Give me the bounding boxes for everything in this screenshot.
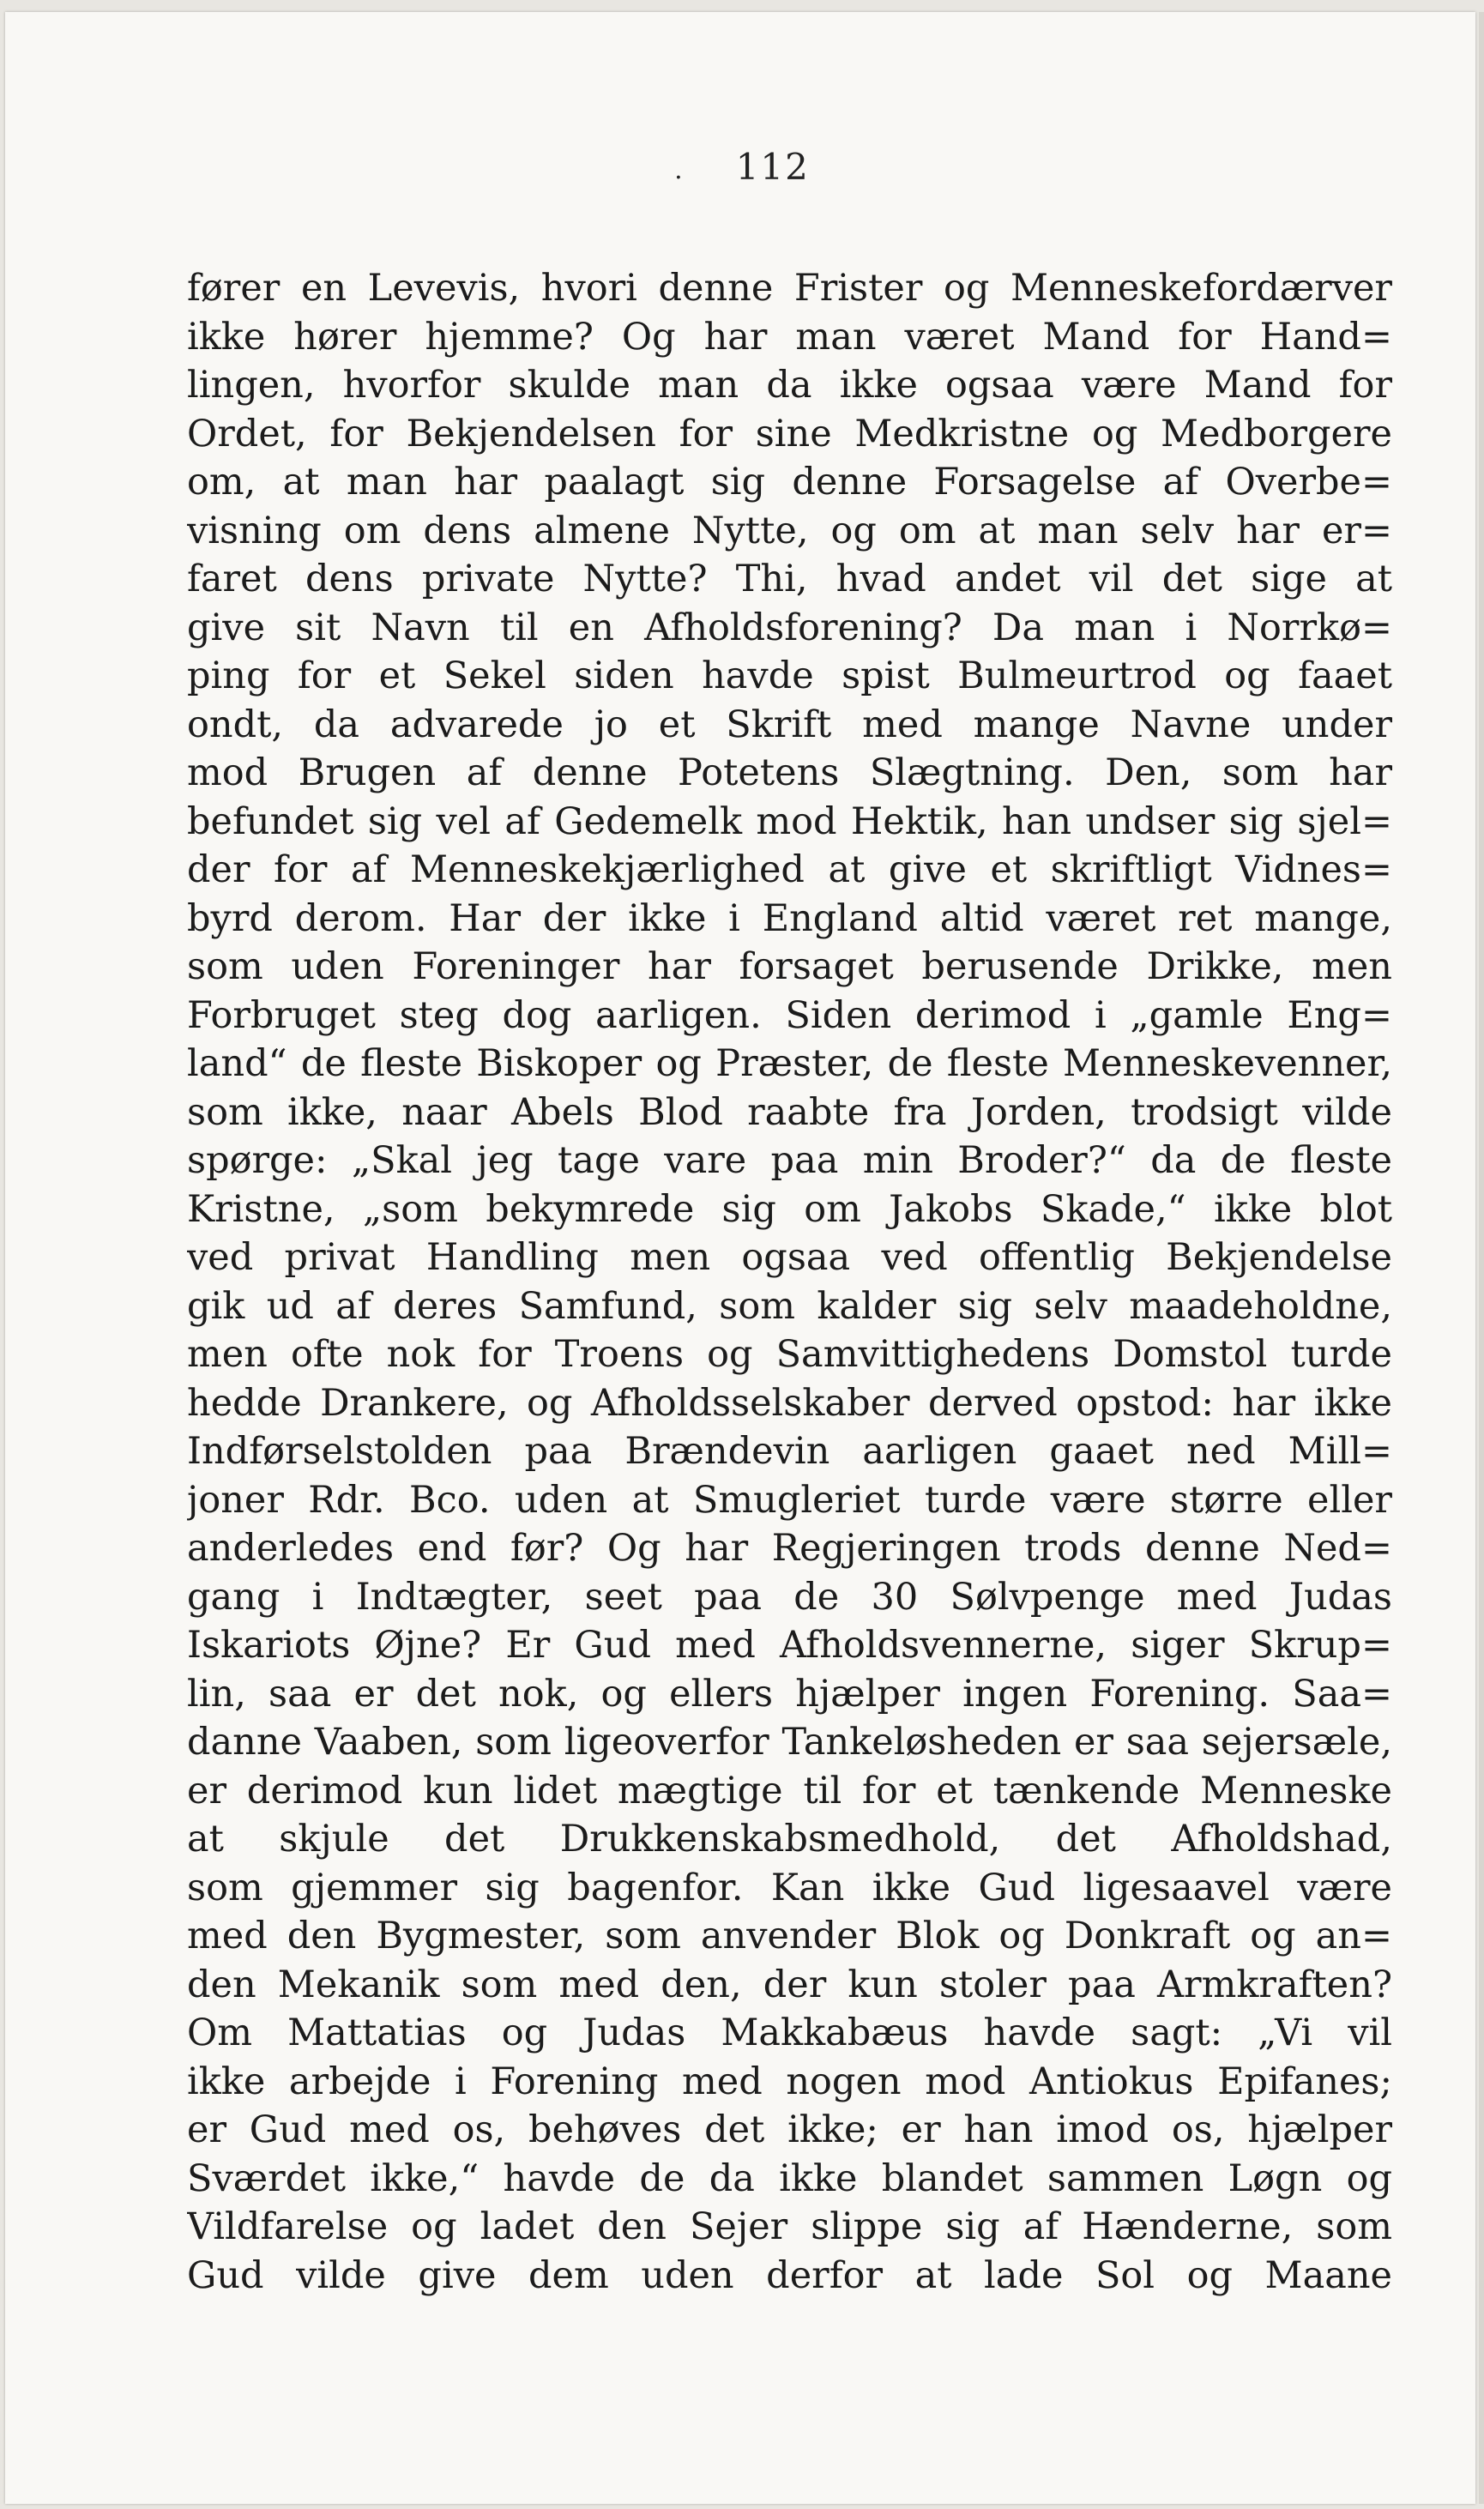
- text-line: Om Mattatias og Judas Makkabæus havde sagt: „Vi vil: [187, 2011, 1392, 2054]
- text-line: gang i Indtægter, seet paa de 30 Sølvpenge med Judas: [187, 1575, 1392, 1619]
- text-line: anderledes end før? Og har Regjeringen trods denne Ned=: [187, 1527, 1392, 1570]
- text-line: er Gud med os, behøves det ikke; er han imod os, hjælper: [187, 2108, 1392, 2151]
- text-line: gik ud af deres Samfund, som kalder sig selv maadeholdne,: [187, 1284, 1392, 1328]
- text-line: som ikke, naar Abels Blod raabte fra Jorden, trodsigt vilde: [187, 1090, 1392, 1134]
- text-line: fører en Levevis, hvori denne Frister og Menneskefordærver: [187, 267, 1392, 310]
- text-line: ondt, da advarede jo et Skrift med mange Navne under: [187, 703, 1392, 746]
- page-edge: [1479, 12, 1484, 2504]
- text-line: lin, saa er det nok, og ellers hjælper ingen Forening. Saa=: [187, 1672, 1392, 1716]
- text-line: Sværdet ikke,“ havde de da ikke blandet sammen Løgn og: [187, 2156, 1392, 2200]
- text-line: Vildfarelse og ladet den Sejer slippe sig af Hænderne, som: [187, 2205, 1392, 2248]
- page-number-value: 112: [735, 146, 810, 188]
- text-line: Iskariots Øjne? Er Gud med Afholdsvennerne, siger Skrup=: [187, 1624, 1392, 1667]
- text-line: give sit Navn til en Afholdsforening? Da man i Norrkø=: [187, 606, 1392, 649]
- page-number-prefix: .: [674, 154, 685, 185]
- body-text: [187, 264, 1392, 2300]
- text-line: Ordet, for Bekjendelsen for sine Medkristne og Medborgere: [187, 412, 1392, 455]
- text-line: Indførselstolden paa Brændevin aarligen gaaet ned Mill=: [187, 1430, 1392, 1473]
- text-line: Forbruget steg dog aarligen. Siden derimod i „gamle Eng=: [187, 993, 1392, 1037]
- text-line: visning om dens almene Nytte, og om at man selv har er=: [187, 509, 1392, 552]
- text-line: befundet sig vel af Gedemelk mod Hektik, han undser sig sjel=: [187, 799, 1392, 843]
- text-line: som uden Foreninger har forsaget berusende Drikke, men: [187, 945, 1392, 988]
- text-line: mod Brugen af denne Potetens Slægtning. Den, som har: [187, 751, 1392, 794]
- text-line: Gud vilde give dem uden derfor at lade Sol og Maane: [187, 2253, 1392, 2297]
- text-line: som gjemmer sig bagenfor. Kan ikke Gud ligesaavel være: [187, 1866, 1392, 1909]
- text-line: men ofte nok for Troens og Samvittighedens Domstol turde: [187, 1333, 1392, 1376]
- text-line: spørge: „Skal jeg tage vare paa min Broder?“ da de fleste: [187, 1139, 1392, 1182]
- text-line: ikke arbejde i Forening med nogen mod Antiokus Epifanes;: [187, 2060, 1392, 2103]
- text-line: joner Rdr. Bco. uden at Smugleriet turde være større eller: [187, 1478, 1392, 1522]
- text-line: at skjule det Drukkenskabsmedhold, det Afholdshad,: [187, 1818, 1392, 1861]
- text-line: byrd derom. Har der ikke i England altid været ret mange,: [187, 896, 1392, 940]
- text-line: lingen, hvorfor skulde man da ikke ogsaa være Mand for: [187, 364, 1392, 407]
- text-line: der for af Menneskekjærlighed at give et skriftligt Vidnes=: [187, 848, 1392, 891]
- text-line: danne Vaaben, som ligeoverfor Tankeløsheden er saa sejersæle,: [187, 1721, 1392, 1764]
- page-number: [0, 146, 1484, 188]
- text-line: ikke hører hjemme? Og har man været Mand for Hand=: [187, 315, 1392, 359]
- text-line: land“ de fleste Biskoper og Præster, de fleste Menneskevenner,: [187, 1042, 1392, 1085]
- text-line: hedde Drankere, og Afholdsselskaber derved opstod: har ikke: [187, 1381, 1392, 1425]
- text-line: er derimod kun lidet mægtige til for et tænkende Menneske: [187, 1769, 1392, 1812]
- text-line: Kristne, „som bekymrede sig om Jakobs Skade,“ ikke blot: [187, 1187, 1392, 1231]
- text-line: ping for et Sekel siden havde spist Bulmeurtrod og faaet: [187, 654, 1392, 697]
- text-line: ved privat Handling men ogsaa ved offentlig Bekjendelse: [187, 1236, 1392, 1279]
- text-line: med den Bygmester, som anvender Blok og Donkraft og an=: [187, 1915, 1392, 1957]
- text-line: om, at man har paalagt sig denne Forsagelse af Overbe=: [187, 461, 1392, 504]
- text-line: faret dens private Nytte? Thi, hvad andet vil det sige at: [187, 558, 1392, 600]
- text-line: den Mekanik som med den, der kun stoler paa Armkraften?: [187, 1963, 1392, 2006]
